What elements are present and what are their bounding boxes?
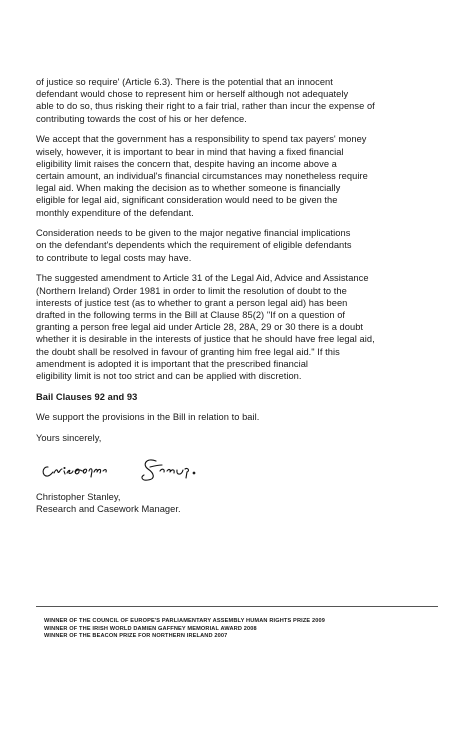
footer-divider xyxy=(36,606,438,607)
award-line: WINNER OF THE COUNCIL OF EUROPE'S PARLIAMENTARY ASSEMBLY HUMAN RIGHTS PRIZE 2009 xyxy=(44,618,326,624)
paragraph-dependents: Consideration needs to be given to the major negative financial implications on the defendant's dependents which the requirement of eligible defendants to contribute to legal costs may have. xyxy=(36,228,352,263)
closing-salutation: Yours sincerely, xyxy=(36,433,102,444)
paragraph-tax-payers: We accept that the government has a responsibility to spend tax payers' money wisely, however, it is important to bear in mind that having a fixed financial eligibility limit raises the concern that, despite having an income above a certain amount, an individual's financial circumstances may nonetheless require legal aid. When making the decision as to whether someone is financially eligible for legal aid, significant consideration would need to be given the monthly expenditure of the defendant. xyxy=(36,134,368,218)
signature-graphic xyxy=(36,453,236,487)
signer-name: Christopher Stanley, xyxy=(36,491,121,502)
award-line: WINNER OF THE BEACON PRIZE FOR NORTHERN IRELAND 2007 xyxy=(44,633,228,640)
paragraph-justice: of justice so require' (Article 6.3). There is the potential that an innocent defendant would chose to represent him or herself although not adequately able to do so, thus risking their right to a fair trial, rather than incur the expense of contributing towards the cost of his or her defence. xyxy=(36,77,375,124)
paragraph-amendment: The suggested amendment to Article 31 of the Legal Aid, Advice and Assistance (Northern Ireland) Order 1981 in order to limit the resolution of doubt to the interests of justice test (as to whether to grant a person legal aid) has been drafted in the following terms in the Bill at Clause 85(2) "If on a question of granting a person free legal aid under Article 28, 28A, 29 or 30 there is a doubt whether it is desirable in the interests of justice that he should have free legal aid, the doubt shall be resolved in favour of granting him free legal aid." If this amendment is adopted it is important that the prescribed financial eligibility limit is not too strict and can be applied with discretion. xyxy=(36,273,375,381)
section-heading: Bail Clauses 92 and 93 xyxy=(36,391,138,402)
award-line: WINNER OF THE IRISH WORLD DAMIEN GAFFNEY MEMORIAL AWARD 2008 xyxy=(44,625,257,632)
paragraph-bail: We support the provisions in the Bill in relation to bail. xyxy=(36,412,260,423)
signer-title: Research and Casework Manager. xyxy=(36,503,181,514)
letter-body xyxy=(36,76,438,515)
awards-footer xyxy=(44,618,434,641)
handwritten-signature xyxy=(36,453,438,487)
